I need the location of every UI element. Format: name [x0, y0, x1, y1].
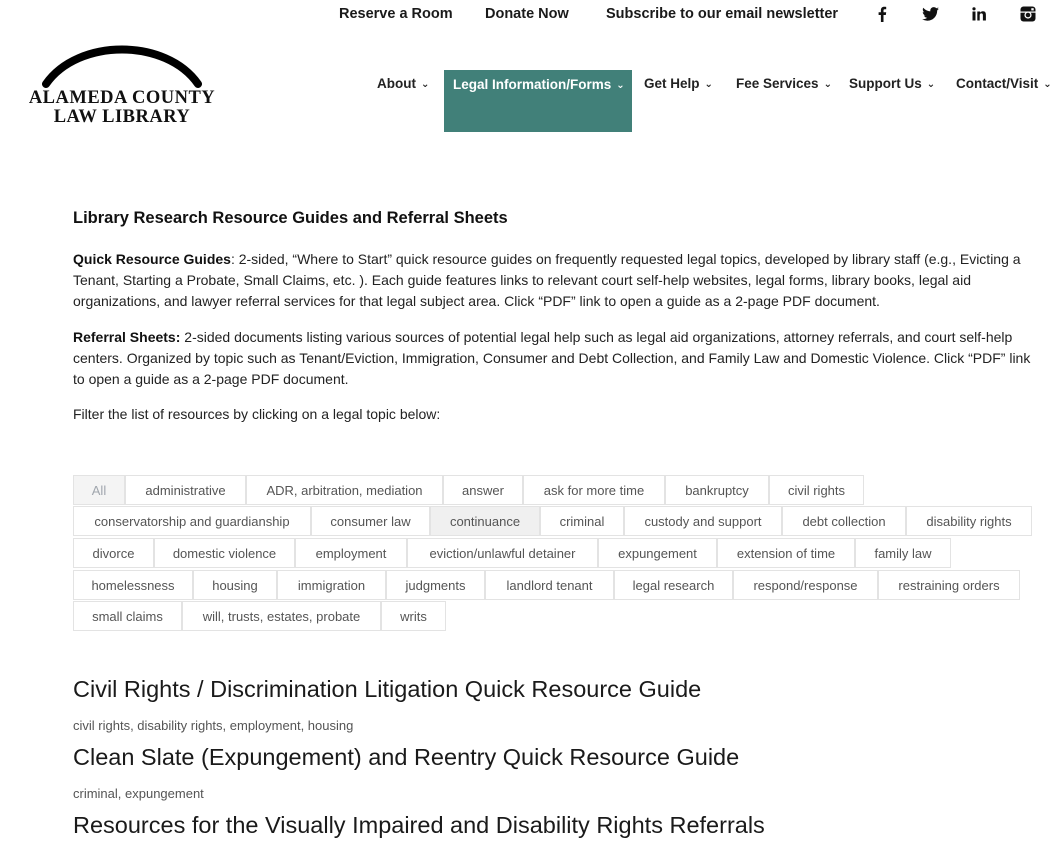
referral-sheets-label: Referral Sheets: — [73, 329, 181, 345]
chevron-down-icon: ⌄ — [616, 79, 625, 91]
filter-tag[interactable]: ask for more time — [523, 475, 665, 505]
reserve-room-link[interactable]: Reserve a Room — [339, 6, 453, 22]
quick-guides-description — [73, 249, 1033, 312]
filter-tag[interactable]: eviction/unlawful detainer — [407, 538, 598, 568]
newsletter-link[interactable]: Subscribe to our email newsletter — [606, 6, 839, 22]
nav-legal-information-forms[interactable] — [444, 70, 632, 132]
filter-tag[interactable]: bankruptcy — [665, 475, 769, 505]
filter-tag[interactable]: housing — [193, 570, 277, 600]
nav-about[interactable] — [377, 76, 429, 91]
filter-tag[interactable]: criminal — [540, 506, 624, 536]
filter-tag[interactable]: homelessness — [73, 570, 193, 600]
page-heading: Library Research Resource Guides and Referral Sheets — [73, 209, 508, 227]
nav-fee-services-label: Fee Services — [736, 76, 819, 91]
result-title[interactable]: Civil Rights / Discrimination Litigation Quick Resource Guide — [73, 676, 702, 702]
linkedin-icon[interactable] — [970, 5, 988, 23]
filter-tag[interactable]: respond/response — [733, 570, 878, 600]
logo-arc-icon — [38, 44, 206, 88]
filter-tag[interactable]: small claims — [73, 601, 182, 631]
chevron-down-icon: ⌄ — [926, 78, 936, 90]
nav-about-label: About — [377, 76, 416, 91]
nav-support-us[interactable] — [849, 76, 935, 91]
nav-fee-services[interactable] — [736, 76, 832, 91]
filter-tag[interactable]: divorce — [73, 538, 154, 568]
nav-contact-visit[interactable] — [956, 76, 1052, 91]
filter-tag[interactable]: immigration — [277, 570, 386, 600]
filter-tag[interactable]: custody and support — [624, 506, 782, 536]
twitter-icon[interactable] — [921, 5, 939, 23]
filter-tag[interactable]: disability rights — [906, 506, 1032, 536]
filter-tag[interactable]: legal research — [614, 570, 733, 600]
nav-contact-visit-label: Contact/Visit — [956, 76, 1039, 91]
filter-tag[interactable]: ADR, arbitration, mediation — [246, 475, 443, 505]
filter-tag[interactable]: family law — [855, 538, 951, 568]
quick-guides-text: : 2-sided, “Where to Start” quick resource guides on frequently requested legal topics, developed by library staff (e.g., Evicting a Tenant, Starting a Probate, Small Claims, etc. ). Each guide features links to relevant court self-help websites, legal forms, library books, legal aid organizations, and lawyer referral services for that legal subject area. Click “PDF” link to open a guide as a 2-page PDF document. — [73, 251, 1021, 309]
donate-now-link[interactable]: Donate Now — [485, 6, 569, 22]
filter-tag[interactable]: expungement — [598, 538, 717, 568]
nav-legal-label: Legal Information/Forms — [453, 77, 612, 92]
nav-support-us-label: Support Us — [849, 76, 922, 91]
facebook-icon[interactable] — [873, 5, 891, 23]
filter-tag[interactable]: administrative — [125, 475, 246, 505]
filter-tag[interactable]: restraining orders — [878, 570, 1020, 600]
filter-tag[interactable]: debt collection — [782, 506, 906, 536]
filter-tag[interactable]: will, trusts, estates, probate — [182, 601, 381, 631]
referral-sheets-description — [73, 327, 1033, 390]
filter-prompt: Filter the list of resources by clicking on a legal topic below: — [73, 406, 441, 422]
site-logo[interactable] — [22, 44, 222, 130]
filter-tag[interactable]: employment — [295, 538, 407, 568]
result-tags: criminal, expungement — [73, 786, 204, 801]
filter-tag-all[interactable]: All — [73, 475, 125, 505]
result-title[interactable]: Clean Slate (Expungement) and Reentry Quick Resource Guide — [73, 744, 740, 770]
filter-tag[interactable]: writs — [381, 601, 446, 631]
chevron-down-icon: ⌄ — [823, 78, 832, 90]
filter-tag[interactable]: domestic violence — [154, 538, 295, 568]
filter-tag[interactable]: landlord tenant — [485, 570, 614, 600]
quick-guides-label: Quick Resource Guides — [73, 251, 231, 267]
instagram-icon[interactable] — [1019, 5, 1037, 23]
result-tags: civil rights, disability rights, employment, housing — [73, 718, 354, 733]
chevron-down-icon: ⌄ — [704, 78, 713, 90]
logo-text-line2: LAW LIBRARY — [53, 107, 191, 127]
filter-tag[interactable]: extension of time — [717, 538, 855, 568]
chevron-down-icon: ⌄ — [1043, 78, 1052, 90]
filter-tag[interactable]: judgments — [386, 570, 485, 600]
filter-tag[interactable]: civil rights — [769, 475, 864, 505]
nav-get-help[interactable] — [644, 76, 713, 91]
logo-text-line1: ALAMEDA COUNTY — [28, 88, 216, 108]
filter-tag[interactable]: consumer law — [311, 506, 430, 536]
referral-sheets-text: 2-sided documents listing various sources of potential legal help such as legal aid organizations, attorney referrals, and court self-help centers. Organized by topic such as Tenant/Eviction, Immigration, Consumer and Debt Collection, and Family Law and Domestic Violence. Click “PDF” link to open a guide as a 2-page PDF document. — [73, 329, 1031, 387]
chevron-down-icon: ⌄ — [420, 78, 430, 90]
result-title[interactable]: Resources for the Visually Impaired and Disability Rights Referrals — [73, 812, 765, 838]
filter-tag[interactable]: continuance — [430, 506, 540, 536]
filter-tag[interactable]: answer — [443, 475, 523, 505]
nav-get-help-label: Get Help — [644, 76, 700, 91]
filter-tag[interactable]: conservatorship and guardianship — [73, 506, 311, 536]
